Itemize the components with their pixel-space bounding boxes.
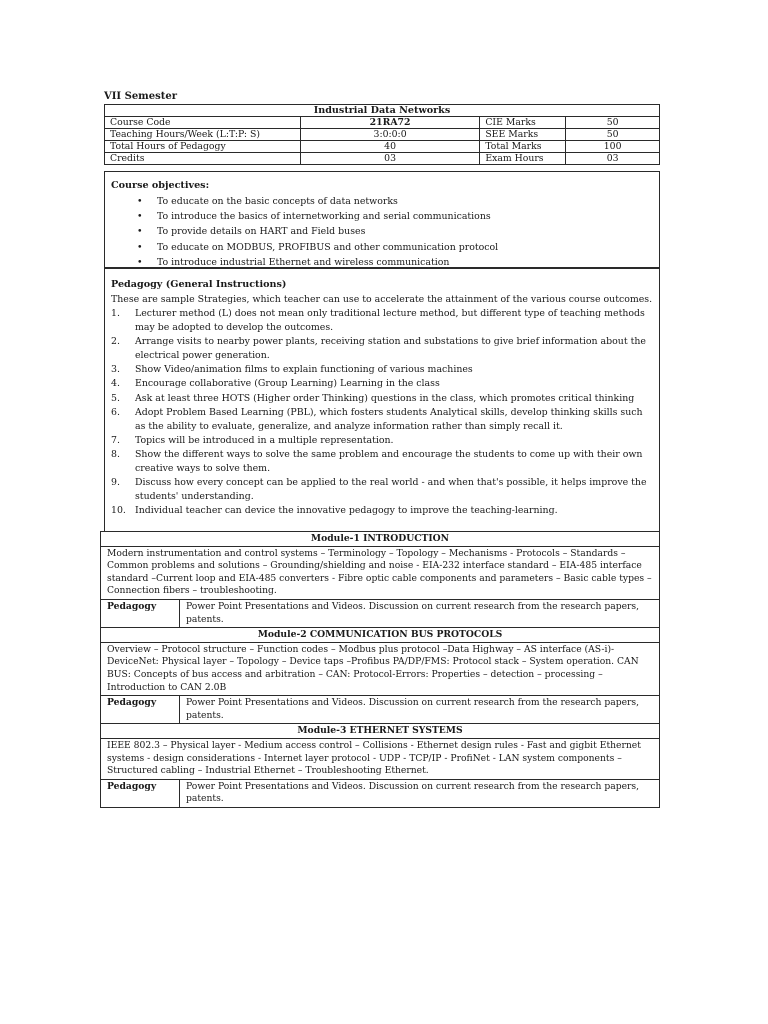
module-pedagogy-row — [101, 696, 660, 724]
module-content: Overview – Protocol structure – Function codes – Modbus plus protocol –Data Highway – AS interface (AS-i)-DeviceNet: Physical layer – Topology – Device taps –Profibus PA/DP/FMS: Protocol stack – System operation. CAN BUS: Concepts of bus access and arbitration – CAN: Protocol-Errors: Properties – detection – processing – Introduction to CAN 2.0B — [101, 642, 660, 695]
module-pedagogy-label: Pedagogy — [101, 599, 180, 627]
module-content-row — [101, 642, 660, 695]
course-objectives-section — [104, 171, 660, 268]
pedagogy-item-text: Lecturer method (L) does not mean only traditional lecture method, but different type of teaching methods may be adopted to develop the outcomes. — [135, 308, 645, 334]
course-info-label2: SEE Marks — [480, 129, 566, 141]
pedagogy-item-text: Individual teacher can device the innovative pedagogy to improve the teaching-learning. — [135, 505, 558, 517]
pedagogy-heading: Pedagogy (General Instructions) — [111, 279, 287, 290]
pedagogy-item-text: Ask at least three HOTS (Higher order Thinking) questions in the class, which promotes critical thinking — [135, 392, 635, 404]
module-pedagogy-row — [101, 599, 660, 627]
pedagogy-item-text: Adopt Problem Based Learning (PBL), which fosters students Analytical skills, develop thinking skills such as the ability to evaluate, generalize, and analyze information rather than simply recall it. — [135, 406, 643, 432]
course-info-label: Credits — [105, 153, 301, 165]
pedagogy-item — [111, 406, 653, 434]
pedagogy-item-number: 7. — [111, 434, 120, 446]
course-info-value2: 03 — [566, 153, 660, 165]
pedagogy-item — [111, 504, 653, 518]
module-pedagogy-label: Pedagogy — [101, 779, 180, 807]
module-title: Module-3 ETHERNET SYSTEMS — [101, 724, 660, 739]
pedagogy-item-text: Topics will be introduced in a multiple representation. — [135, 434, 394, 446]
pedagogy-section — [104, 268, 660, 526]
module-header-row — [101, 628, 660, 643]
pedagogy-item — [111, 307, 653, 335]
pedagogy-item-number: 3. — [111, 364, 120, 376]
pedagogy-item — [111, 434, 653, 448]
pedagogy-item-text: Arrange visits to nearby power plants, receiving station and substations to give brief information about the electrical power generation. — [135, 336, 646, 362]
pedagogy-item — [111, 476, 653, 504]
pedagogy-item-number: 10. — [111, 505, 126, 517]
course-info-value: 03 — [300, 153, 479, 165]
semester-label: VII Semester — [104, 91, 178, 102]
pedagogy-list — [111, 307, 653, 518]
module-pedagogy-text: Power Point Presentations and Videos. Discussion on current research from the research papers, patents. — [180, 599, 660, 627]
module-content-row — [101, 546, 660, 599]
course-info-value2: 50 — [566, 129, 660, 141]
pedagogy-item-number: 6. — [111, 406, 120, 418]
module-pedagogy-text: Power Point Presentations and Videos. Discussion on current research from the research papers, patents. — [180, 779, 660, 807]
pedagogy-item-number: 4. — [111, 378, 120, 390]
objective-item: • To educate on MODBUS, PROFIBUS and other communication protocol — [137, 240, 653, 255]
module-title: Module-1 INTRODUCTION — [101, 532, 660, 547]
pedagogy-item-number: 9. — [111, 477, 120, 489]
pedagogy-item — [111, 392, 653, 406]
course-info-row — [105, 153, 660, 165]
module-content: IEEE 802.3 – Physical layer - Medium access control – Collisions - Ethernet design rules - Fast and gigbit Ethernet systems - design considerations - Internet layer protocol - UDP - TCP/IP - ProfiNet - LAN system components – Structured cabling – Industrial Ethernet – Troubleshooting Ethernet. — [101, 738, 660, 779]
course-title: Industrial Data Networks — [313, 105, 451, 116]
module-header-row — [101, 724, 660, 739]
course-info-label: Teaching Hours/Week (L:T:P: S) — [105, 129, 301, 141]
module-content: Modern instrumentation and control systems – Terminology – Topology – Mechanisms - Protocols – Standards – Common problems and solutions – Grounding/shielding and noise - EIA-232 interface standard – EIA-485 interface standard –Current loop and EIA-485 converters - Fibre optic cable components and parameters – Basic cable types – Connection fibers – troubleshooting. — [101, 546, 660, 599]
objective-item: • To educate on the basic concepts of data networks — [137, 194, 653, 209]
pedagogy-item — [111, 377, 653, 391]
pedagogy-item-number: 8. — [111, 448, 120, 460]
course-info-label2: Total Marks — [480, 141, 566, 153]
course-info-row — [105, 141, 660, 153]
module-pedagogy-row — [101, 779, 660, 807]
course-info-value: 21RA72 — [300, 117, 479, 129]
course-info-value: 3:0:0:0 — [300, 129, 479, 141]
module-header-row — [101, 532, 660, 547]
pedagogy-item-text: Discuss how every concept can be applied to the real world - and when that's possible, it helps improve the students' understanding. — [135, 477, 647, 503]
pedagogy-item-text: Show Video/animation films to explain functioning of various machines — [135, 364, 473, 376]
pedagogy-item-number: 5. — [111, 392, 120, 404]
pedagogy-item — [111, 448, 653, 476]
course-info-row — [105, 129, 660, 141]
pedagogy-intro: These are sample Strategies, which teacher can use to accelerate the attainment of the various course outcomes. — [111, 294, 653, 305]
course-info-value: 40 — [300, 141, 479, 153]
objective-item: • To provide details on HART and Field buses — [137, 224, 653, 239]
course-info-label: Course Code — [105, 117, 301, 129]
module-title: Module-2 COMMUNICATION BUS PROTOCOLS — [101, 628, 660, 643]
pedagogy-item-text: Encourage collaborative (Group Learning) Learning in the class — [135, 378, 440, 390]
module-content-row — [101, 738, 660, 779]
pedagogy-item — [111, 335, 653, 363]
module-pedagogy-text: Power Point Presentations and Videos. Discussion on current research from the research papers, patents. — [180, 696, 660, 724]
objectives-heading: Course objectives: — [111, 180, 210, 191]
pedagogy-item-number: 1. — [111, 308, 120, 319]
course-info-label2: Exam Hours — [480, 153, 566, 165]
pedagogy-item — [111, 363, 653, 377]
course-info-label: Total Hours of Pedagogy — [105, 141, 301, 153]
course-info-value2: 50 — [566, 117, 660, 129]
module-pedagogy-label: Pedagogy — [101, 696, 180, 724]
course-info-row — [105, 117, 660, 129]
pedagogy-item-text: Show the different ways to solve the same problem and encourage the students to come up with their own creative ways to solve them. — [135, 448, 643, 475]
objectives-list — [111, 194, 653, 270]
pedagogy-item-number: 2. — [111, 336, 120, 348]
course-info-value2: 100 — [566, 141, 660, 153]
course-info-label2: CIE Marks — [480, 117, 566, 129]
modules-table — [100, 531, 660, 808]
objective-item: • To introduce industrial Ethernet and wireless communication — [137, 255, 653, 270]
objective-item: • To introduce the basics of internetworking and serial communications — [137, 209, 653, 224]
